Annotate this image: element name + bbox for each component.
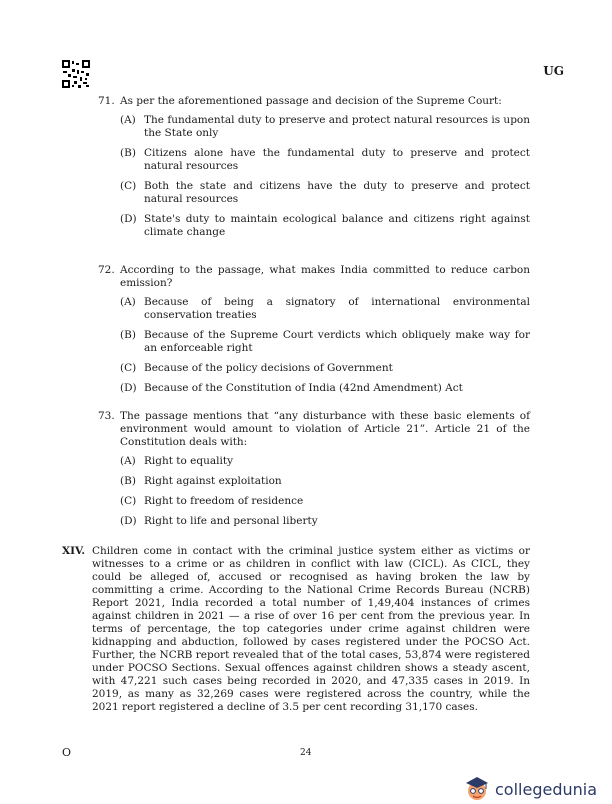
brand-name: collegedunia [495,779,598,799]
passage-section [62,545,530,714]
option: (A) Right to equality [120,455,234,467]
watermark-logo [462,774,612,804]
question-73 [98,410,530,535]
set-code: O [62,746,72,759]
question-72 [98,264,530,402]
question-text: According to the passage, what makes India committed to reduce carbon emission? [120,264,530,289]
page-number: 24 [300,748,312,758]
option: (B) Because of the Supreme Court verdicts which obliquely make way for an enforceable right [120,329,530,354]
section-number: XIV. [62,545,86,557]
option: (B) Right against exploitation [120,475,282,487]
passage-text: Children come in contact with the criminal justice system either as victims or witnesses to a crime or as children in conflict with law (CICL). As CICL, they could be alleged of, accused or recognised as having broken the law by committing a crime. According to the National Crime Records Bureau (NCRB) Report 2021, India recorded a total number of 1,49,404 instances of crimes against children in 2021 — a rise of over 16 per cent from the previous year. In terms of percentage, the top categories under crime against children were kidnapping and abduction, followed by cases registered under the POCSO Act. Further, the NCRB report revealed that of the total cases, 53,874 were registered under POCSO Sections. Sexual offences against children shows a steady ascent, with 47,221 such cases being recorded in 2020, and 47,335 cases in 2019. In 2019, as many as 32,269 cases were registered across the country, while the 2021 report registered a decline of 3.5 per cent recording 31,170 cases. [92,545,530,713]
question-text: As per the aforementioned passage and decision of the Supreme Court: [120,95,502,107]
graduate-mascot-icon [462,774,492,804]
option: (D) Right to life and personal liberty [120,515,318,527]
option: (C) Both the state and citizens have the duty to preserve and protect natural resources [120,180,530,205]
question-number: 72. [98,264,115,276]
question-number: 71. [98,95,115,107]
option: (C) Right to freedom of residence [120,495,304,507]
exam-code: UG [543,64,564,78]
option: (D) State's duty to maintain ecological balance and citizens right against climate change [120,213,530,238]
option: (D) Because of the Constitution of India (42nd Amendment) Act [120,382,463,394]
question-text: The passage mentions that “any disturbance with these basic elements of environment would amount to violation of Article 21”. Article 21 of the Constitution deals with: [120,410,530,448]
option: (C) Because of the policy decisions of Government [120,362,393,374]
option: (B) Citizens alone have the fundamental duty to preserve and protect natural resources [120,147,530,172]
question-number: 73. [98,410,115,422]
qr-code-icon [62,60,90,88]
option: (A) Because of being a signatory of international environmental conservation treaties [120,296,530,321]
option: (A) The fundamental duty to preserve and protect natural resources is upon the State only [120,114,530,139]
question-71 [98,95,530,246]
